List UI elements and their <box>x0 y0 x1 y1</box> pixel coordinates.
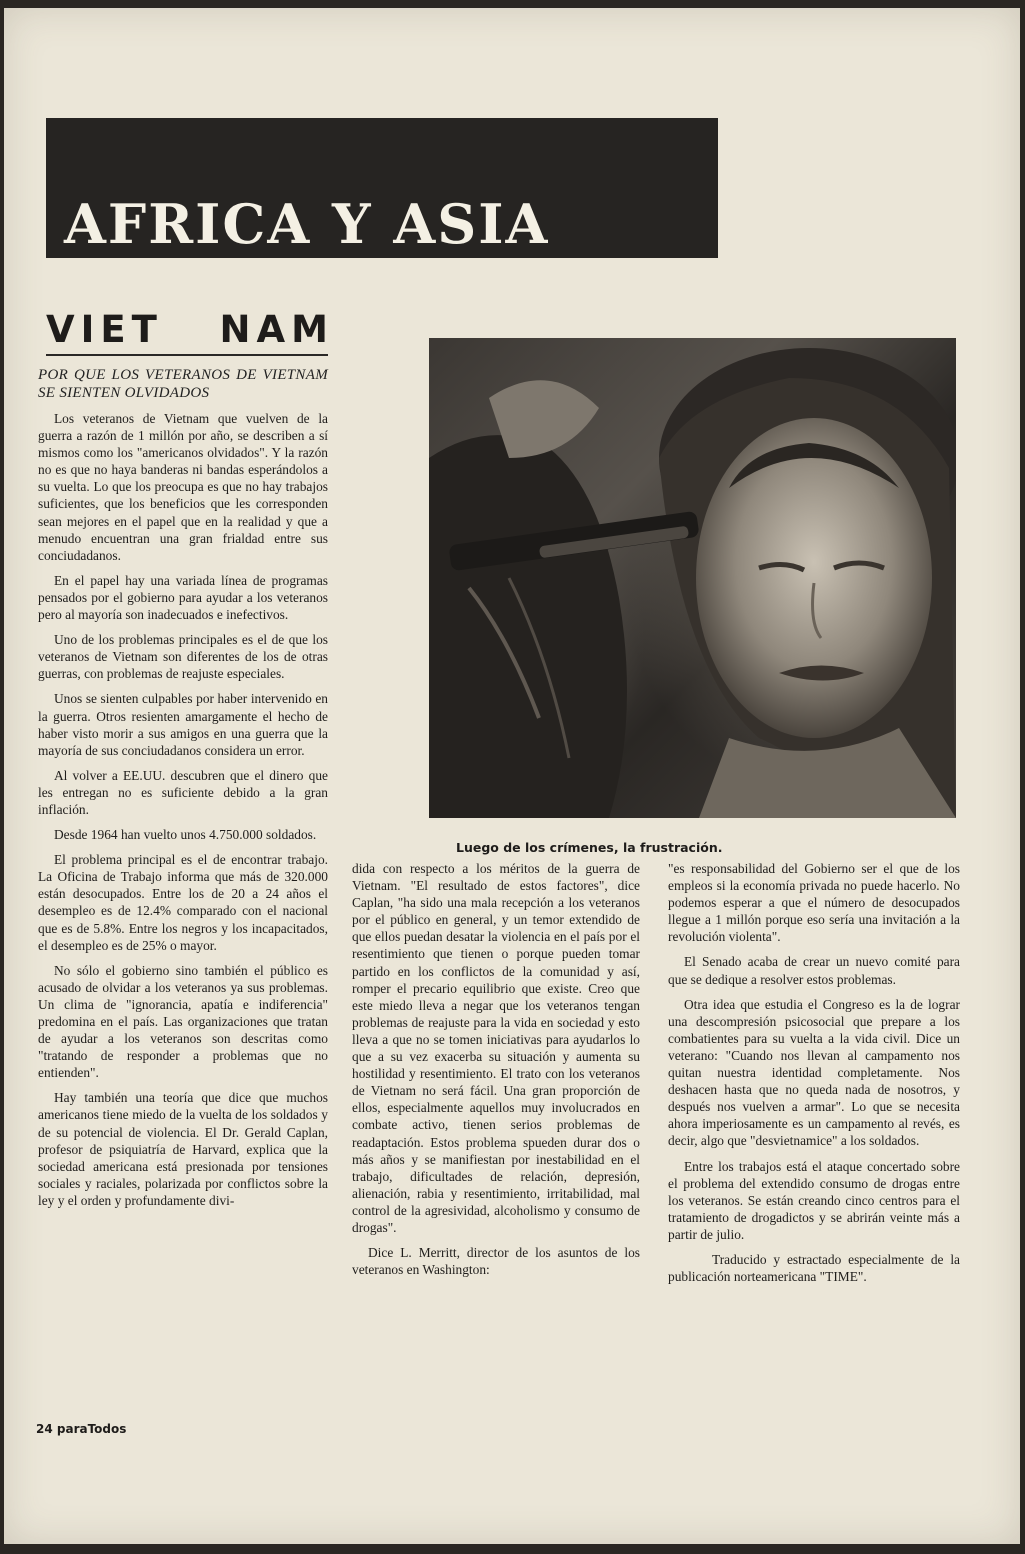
article-column-2 <box>352 860 640 1286</box>
paragraph: dida con respecto a los méritos de la guerra de Vietnam. "El resultado de estos factores", dice Caplan, "ha sido una mala recepción a los veteranos por el público en general, y un temor extendido de que ellos puedan desatar la violencia en el país por el resentimiento que tienen o porque pueden tomar partido en los conflictos de la comunidad y así, romper el precario equilibrio que existe. Creo que este miedo lleva a negar que los veteranos tengan problemas de reajuste para la vida en sociedad y esto lleva a que no se tomen iniciativas para ayudarlos lo que a su vez exacerba su situación y aumenta su hostilidad y resentimiento. El trato con los veteranos de Vietnam no será fácil. Una gran proporción de ellos, especialmente aquellos muy involucrados en combate activo, tienen serios problemas de readaptación. Estos problema spueden durar dos o más años y se manifiestan por inestabilidad en el trabajo, dificultades de relación, depresión, alienación, rabia y resentimiento, irritabilidad, mal control de la agresividad, alcoholismo y consumo de drogas". <box>352 861 640 1235</box>
paragraph: Los veteranos de Vietnam que vuelven de la guerra a razón de 1 millón por año, se describen a sí mismos como los "americanos olvidados". Y la razón no es que no haya banderas ni bandas esperándolos a su vuelta. Lo que los preocupa es que no hay trabajos suficientes, que los beneficios que les corresponden sean mejores en el papel que en la realidad y que a menudo encuentran una gran frialdad entre sus conciudadanos. <box>38 411 328 563</box>
paragraph: No sólo el gobierno sino también el público es acusado de olvidar a los veteranos ya sus problemas. Un clima de "ignorancia, apatía e indiferencia" predomina en el país. Las organizaciones que tratan de ayudar a los veteranos son descritas como "tratando de responder a problemas que no entienden". <box>38 962 328 1081</box>
photo-caption: Luego de los crímenes, la frustración. <box>456 840 723 855</box>
paragraph: Otra idea que estudia el Congreso es la de lograr una descompresión psicosocial que prepare a los combatientes para su vuelta a la vida civil. Dice un veterano: "Cuando nos llevan al campamento nos quitan nuestra identidad completamente. Nos deshacen hasta que no queda nada de nosotros, y después nos vuelven a armar". Lo que se necesita ahora imperiosamente es un campamento al revés, es decir, algo que "desvietnamice" a los soldados. <box>668 996 960 1149</box>
paragraph: Desde 1964 han vuelto unos 4.750.000 soldados. <box>54 827 317 843</box>
article-kicker: POR QUE LOS VETERANOS DE VIETNAM SE SIENTEN OLVIDADOS <box>38 367 328 401</box>
paragraph: Unos se sienten culpables por haber intervenido en la guerra. Otros resienten amargamente el hecho de haber visto morir a sus amigos en una guerra que la mayoría de sus conciudadanos considera un error. <box>38 691 328 758</box>
paragraph: En el papel hay una variada línea de programas pensados por el gobierno para ayudar a los veteranos pero al mayoría son inadecuados e inefectivos. <box>38 572 328 623</box>
article-photo <box>429 338 956 818</box>
translation-credit: Traducido y estractado especialmente de la publicación norteamericana "TIME". <box>668 1251 960 1285</box>
paragraph: Uno de los problemas principales es el de que los veteranos de Vietnam son diferentes de los de otras guerras, con problemas de reajuste especiales. <box>38 632 328 682</box>
paragraph: Al volver a EE.UU. descubren que el dinero que les entregan no es suficiente debido a la gran inflación. <box>38 767 328 817</box>
paragraph: Entre los trabajos está el ataque concertado sobre el problema del extendido consumo de drogas entre los veteranos. Se están creando cinco centros para el tratamiento de drogadictos y se abrirán veinte más a partir de julio. <box>668 1158 960 1242</box>
photo-illustration <box>429 338 956 818</box>
publication-name: paraTodos <box>56 1422 127 1436</box>
paragraph: "es responsabilidad del Gobierno ser el que de los empleos si la economía privada no puede hacerlo. No podemos esperar a que el número de desocupados llegue a 1 millón porque eso sería una invitación a la revolución violenta". <box>668 861 960 945</box>
paragraph: Dice L. Merritt, director de los asuntos de los veteranos en Washington: <box>352 1245 640 1278</box>
magazine-page <box>4 8 1020 1544</box>
article-column-1 <box>38 366 328 1217</box>
article-column-3 <box>668 860 960 1293</box>
page-footer <box>36 1422 126 1436</box>
paragraph: Hay también una teoría que dice que muchos americanos tiene miedo de la vuelta de los soldados y de su potencial de violencia. El Dr. Gerald Caplan, profesor de psiquiatría de Harvard, explica que la sociedad americana está presionada por tensiones sociales y raciales, polarizada por conflictos sobre la ley y el orden y profundamente divi- <box>38 1090 328 1208</box>
section-title: AFRICA Y ASIA <box>64 192 550 256</box>
heading-rule <box>46 354 328 356</box>
paragraph: El Senado acaba de crear un nuevo comité para que se dedique a resolver estos problemas. <box>668 954 960 987</box>
paragraph: El problema principal es el de encontrar trabajo. La Oficina de Trabajo informa que más de 320.000 están desocupados. Entre los de 20 a 24 años el desempleo es de 12.4% comparado con el nacional que es de 5.8%. Entre los negros y los incapacitados, el desempleo es de 25% o mayor. <box>38 852 328 953</box>
article-country-heading: VIET NAM <box>46 308 334 351</box>
page-number: 24 <box>36 1422 53 1436</box>
